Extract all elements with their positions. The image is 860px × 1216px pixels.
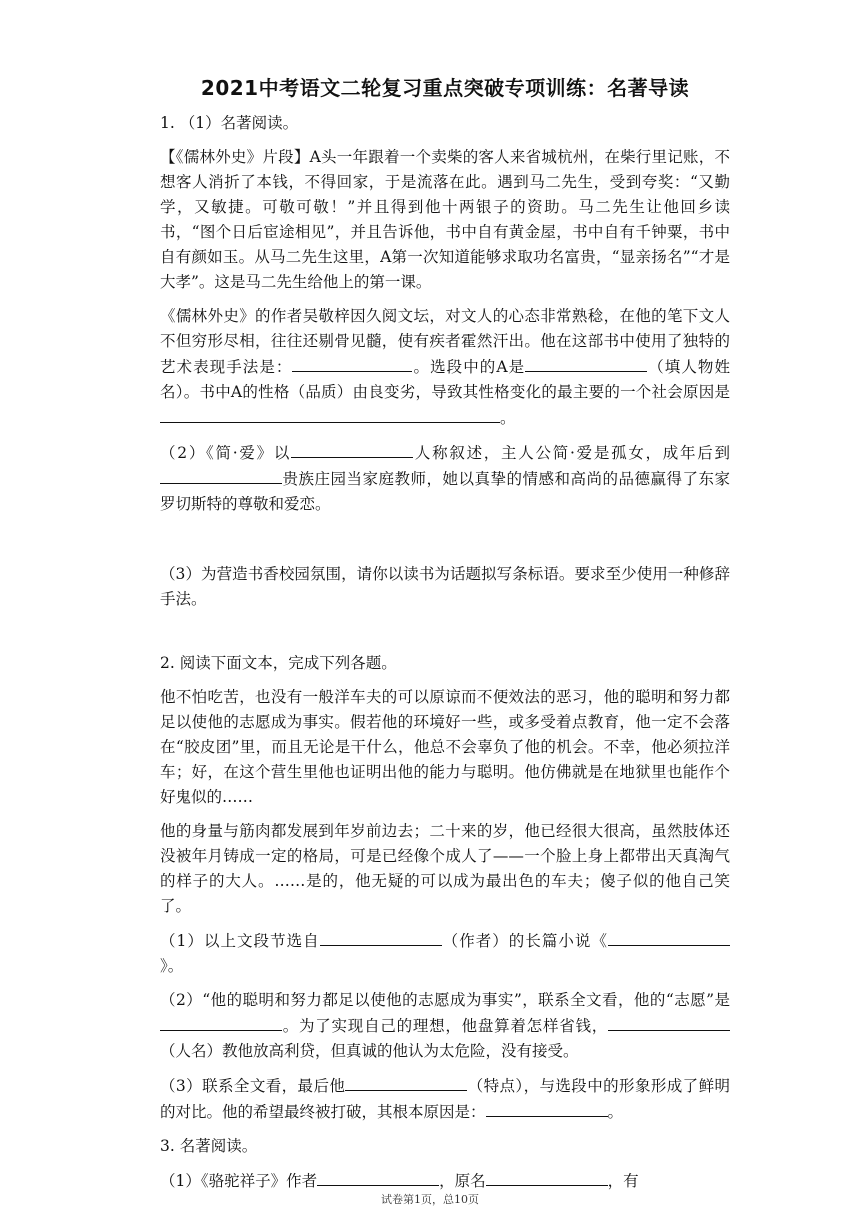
q1-text-b: 。选段中的A是 (412, 358, 526, 376)
page-title: 2021中考语文二轮复习重点突破专项训练：名著导读 (200, 76, 690, 100)
q2-2-text-a: （2）“他的聪明和努力都足以使他的志愿成为事实”，联系全文看，他的“志愿”是 (160, 991, 730, 1009)
answer-blank[interactable] (292, 354, 412, 372)
answer-blank[interactable] (291, 440, 413, 458)
answer-blank[interactable] (160, 466, 282, 484)
q3-heading: 3. 名著阅读。 (160, 1137, 258, 1155)
q3-1-text-b: ，原名 (439, 1172, 486, 1190)
q1-2-text-b: 人称叙述，主人公简·爱是孤女，成年后到 (413, 444, 730, 462)
q1-question-1 (160, 304, 730, 431)
q2-1-text-a: （1）以上文段节选自 (160, 932, 320, 950)
answer-blank[interactable] (160, 1013, 282, 1031)
q2-question-3 (160, 1073, 730, 1125)
page-footer: 试卷第1页，总10页 (381, 1193, 479, 1206)
answer-blank[interactable] (160, 405, 500, 423)
q2-question-2 (160, 988, 730, 1064)
q2-2-text-c: （人名）教他放高利贷，但真诚的他认为太危险，没有接受。 (160, 1042, 579, 1060)
q2-passage-1: 他不怕吃苦，也没有一般洋车夫的可以原谅而不便效法的恶习，他的聪明和努力都足以使他的志愿成为事实。假若他的环境好一些，或多受着点教育，他一定不会落在“胶皮团”里，而且无论是干什么，他总不会辜负了他的机会。不幸，他必须拉洋车；好，在这个营生里他也证明出他的能力与聪明。他仿佛就是在地狱里也能作个好鬼似的…… (160, 688, 730, 806)
q2-heading: 2. 阅读下面文本，完成下列各题。 (160, 654, 397, 672)
answer-blank[interactable] (345, 1073, 467, 1091)
answer-blank[interactable] (320, 928, 442, 946)
q1-text-d: 。 (500, 409, 516, 427)
q2-3-text-a: （3）联系全文看，最后他 (160, 1077, 346, 1095)
answer-blank[interactable] (486, 1099, 608, 1117)
q1-2-text-a: （2）《简·爱》以 (160, 444, 292, 462)
answer-blank[interactable] (608, 1013, 730, 1031)
q1-question-3: （3）为营造书香校园氛围，请你以读书为话题拟写条标语。要求至少使用一种修辞手法。 (160, 565, 730, 608)
q3-1-text-a: （1）《骆驼祥子》作者 (160, 1172, 318, 1190)
answer-blank[interactable] (608, 928, 730, 946)
answer-blank[interactable] (317, 1168, 439, 1186)
q2-1-text-c: 》。 (160, 957, 184, 975)
q2-1-text-b: （作者）的长篇小说《 (441, 932, 608, 950)
answer-blank[interactable] (525, 354, 647, 372)
answer-blank[interactable] (486, 1168, 608, 1186)
q1-excerpt: 【《儒林外史》片段】A头一年跟着一个卖柴的客人来省城杭州，在柴行里记账，不想客人消折了本钱，不得回家，于是流落在此。遇到马二先生，受到夸奖：“又勤学，又敏捷。可敬可敬！”并且得到他十两银子的资助。马二先生让他回乡读书，“图个日后宦途相见”，并且告诉他，书中自有黄金屋，书中自有千钟粟，书中自有颜如玉。从马二先生这里，A第一次知道能够求取功名富贵，“显亲扬名”“才是大孝”。这是马二先生给他上的第一课。 (160, 148, 730, 291)
q1-text-c: （填人物姓名）。书中A的性格（品质）由良变劣，导致其性格变化的最主要的一个社会原因是 (160, 358, 730, 401)
q1-2-text-c: 贵族庄园当家庭教师，她以真挚的情感和高尚的品德赢得了东家罗切斯特的尊敬和爱恋。 (160, 470, 730, 513)
q2-question-1 (160, 928, 730, 979)
q3-1-text-c: ，有 (607, 1172, 639, 1190)
q2-3-text-c: 。 (607, 1103, 624, 1121)
q2-passage-2: 他的身量与筋肉都发展到年岁前边去；二十来的岁，他已经很大很高，虽然肢体还没被年月铸成一定的格局，可是已经像个成人了——一个脸上身上都带出天真淘气的样子的大人。……是的，他无疑的可以成为最出色的车夫；傻子似的他自己笑了。 (160, 822, 730, 915)
q1-heading: 1. （1）名著阅读。 (160, 114, 299, 132)
q1-question-2 (160, 440, 730, 517)
q2-2-text-b: 。为了实现自己的理想，他盘算着怎样省钱， (282, 1017, 608, 1035)
q1-text-a: 《儒林外史》的作者吴敬梓因久阅文坛，对文人的心态非常熟稔，在他的笔下文人不但穷形尽相，往往还剔骨见髓，使有疾者霍然汗出。他在这部书中使用了独特的艺术表现手法是： (160, 307, 730, 376)
document-page (160, 72, 730, 1203)
q2-3-text-b: （特点），与选段中的形象形成了鲜明的对比。他的希望最终被打破，其根本原因是： (160, 1077, 730, 1121)
